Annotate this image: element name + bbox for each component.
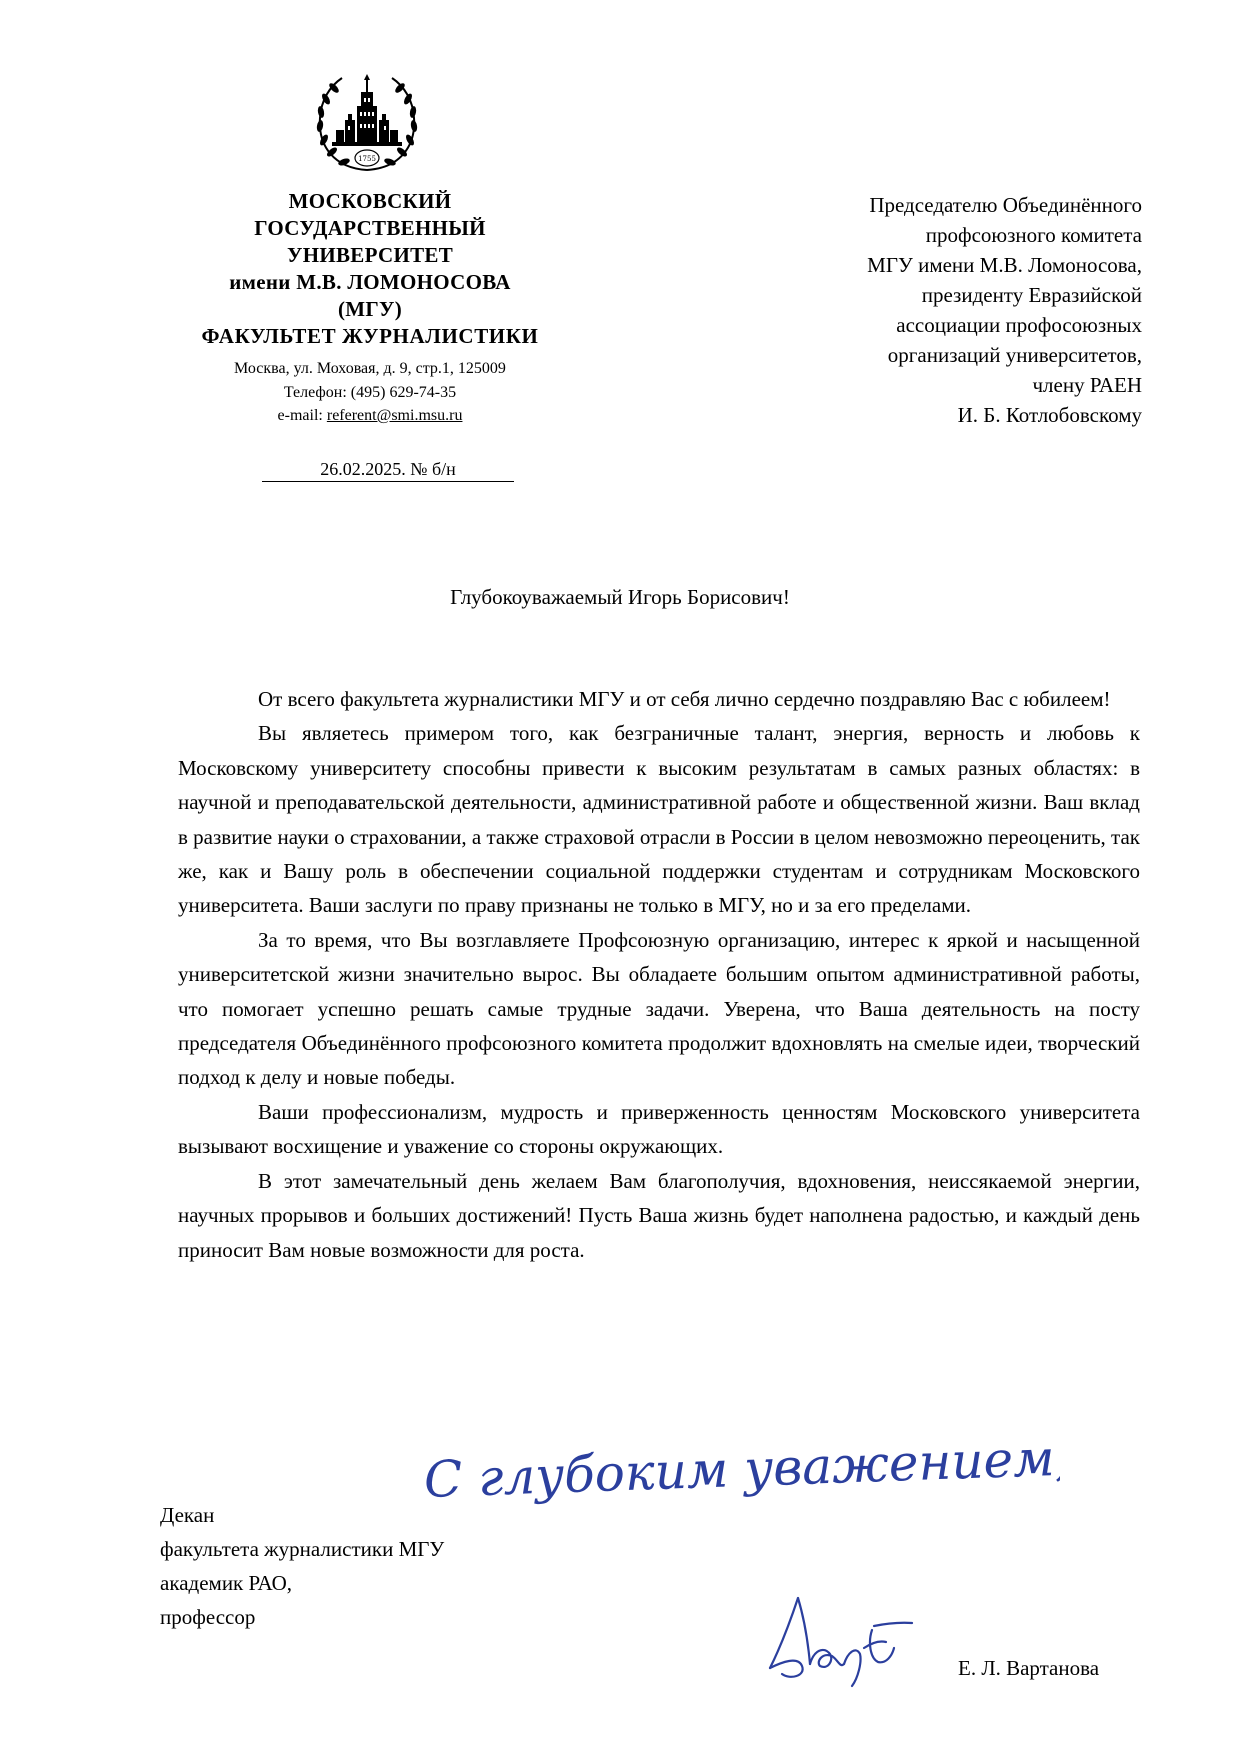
faculty-name: ФАКУЛЬТЕТ ЖУРНАЛИСТИКИ [201, 324, 539, 348]
org-line-2: ГОСУДАРСТВЕННЫЙ [254, 216, 486, 240]
email-label: e-mail: [277, 407, 327, 424]
addressee-line-6: организаций университетов, [887, 343, 1142, 367]
body-paragraph-5: В этот замечательный день желаем Вам благополучия, вдохновения, неиссякаемой энергии, научных прорывов и больших достижений! Пусть Ваша жизнь будет наполнена радостью, и каждый день приносит Вам новые возможности для роста. [178, 1168, 1140, 1262]
addressee-line-2: профсоюзного комитета [925, 223, 1142, 247]
addressee-line-4: президенту Евразийской [921, 283, 1142, 307]
signer-position-line-1: Декан [160, 1503, 215, 1527]
date-and-number: 26.02.2025. № б/н [262, 458, 514, 482]
addressee-name: И. Б. Котлобовскому [957, 403, 1142, 427]
body-paragraph-1: От всего факультета журналистики МГУ и от себя лично сердечно поздравляю Вас с юбилеем! [258, 687, 1111, 711]
addressee-line-7: члену РАЕН [1032, 373, 1142, 397]
body-paragraph-4: Ваши профессионализм, мудрость и приверженность ценностям Московского университета вызывают восхищение и уважение со стороны окружающих. [178, 1099, 1140, 1159]
handwritten-closing [420, 1424, 1060, 1519]
emblem-year: 1755 [358, 155, 376, 163]
signer-position [160, 1498, 444, 1634]
signer-name: Е. Л. Вартанова [958, 1656, 1100, 1680]
org-line-3: УНИВЕРСИТЕТ [287, 243, 453, 267]
letter-body [178, 682, 1140, 1267]
addressee-line-1: Председателю Объединённого [869, 193, 1142, 217]
addressee-line-5: ассоциации профосоюзных [896, 313, 1142, 337]
addressee-line-3: МГУ имени М.В. Ломоносова, [867, 253, 1142, 277]
university-emblem [312, 70, 422, 178]
org-line-1: МОСКОВСКИЙ [288, 189, 452, 213]
body-paragraph-3: За то время, что Вы возглавляете Профсоюзную организацию, интерес к яркой и насыщенной университетской жизни значительно вырос. Вы обладаете большим опытом административной работы, что помогает успешно решать самые трудные задачи. Уверена, что Ваша деятельность на посту председателя Объединённого профсоюзного комитета продолжит вдохновлять на смелые идеи, творческий подход к делу и новые победы. [178, 927, 1140, 1090]
phone-number: Телефон: (495) 629-74-35 [283, 384, 457, 401]
org-line-5: (МГУ) [337, 297, 403, 321]
org-line-4: имени М.В. ЛОМОНОСОВА [229, 270, 511, 294]
signer-position-line-4: профессор [160, 1605, 256, 1629]
handwritten-signature [760, 1582, 940, 1692]
salutation: Глубокоуважаемый Игорь Борисович! [450, 585, 790, 609]
body-paragraph-2: Вы являетесь примером того, как безграничные талант, энергия, верность и любовь к Московскому университету способны привести к высоким результатам в самых разных областях: в научной и преподавательской деятельности, административной работе и общественной жизни. Ваш вклад в развитие науки о страховании, а также страховой отрасли в России в целом невозможно переоценить, так же, как и Вашу роль в обеспечении социальной поддержки студентам и сотрудникам Московского университета. Ваши заслуги по праву признаны не только в МГУ, но и за его пределами. [178, 721, 1140, 918]
email-line [150, 405, 590, 427]
handwritten-closing-text: С глубоким уважением, [423, 1428, 1060, 1510]
postal-address: Москва, ул. Моховая, д. 9, стр.1, 125009 [234, 360, 506, 377]
signer-position-line-3: академик РАО, [160, 1571, 293, 1595]
email-link[interactable]: referent@smi.msu.ru [326, 407, 463, 424]
msu-emblem-icon [312, 70, 422, 178]
signer-position-line-2: факультета журналистики МГУ [160, 1537, 445, 1561]
